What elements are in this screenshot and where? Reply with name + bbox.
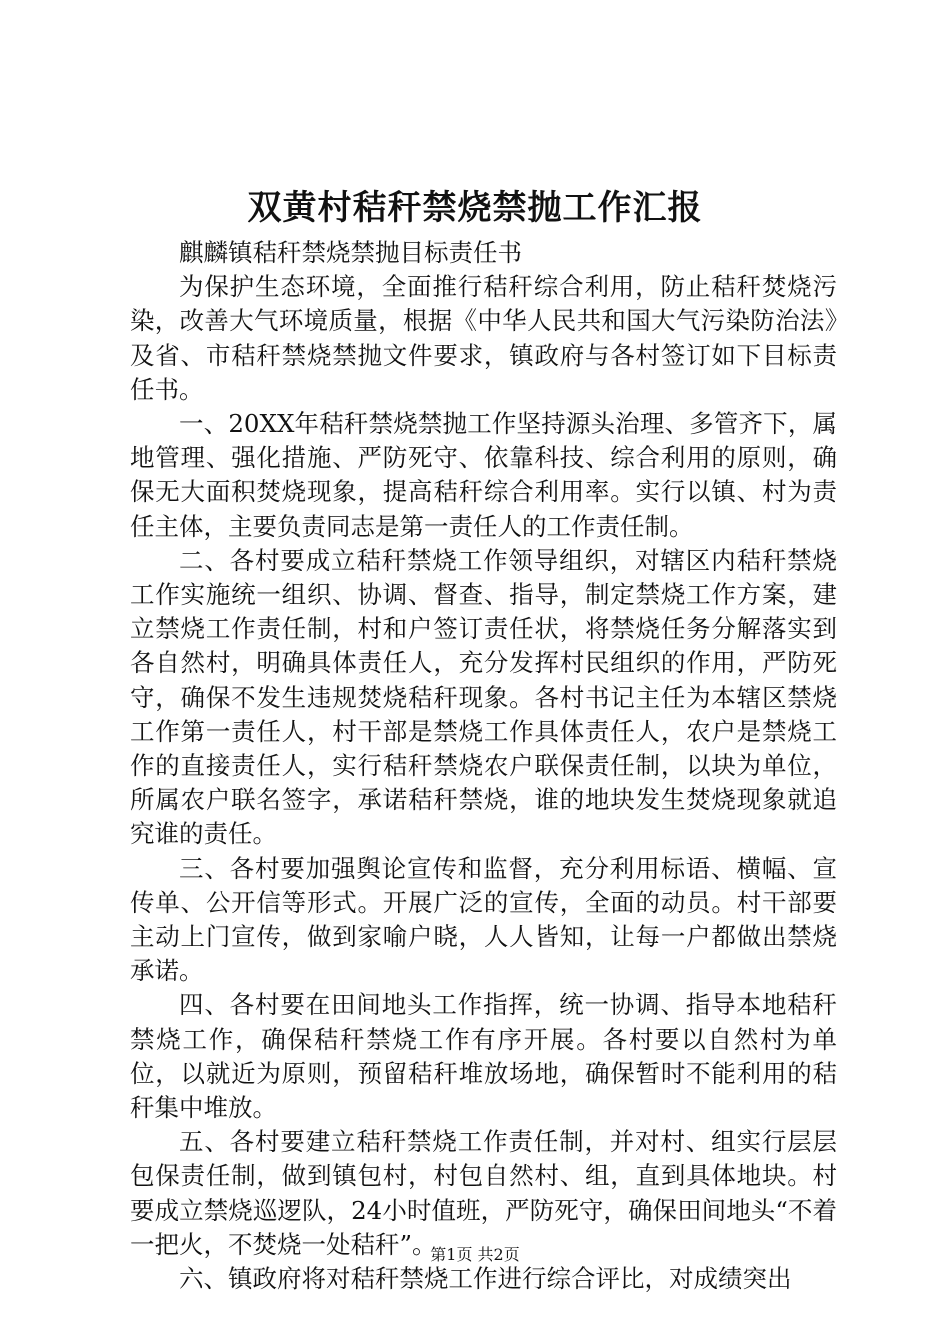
paragraph-item-6: 六、镇政府将对秸秆禁烧工作进行综合评比，对成绩突出 [179,1264,792,1294]
document-body [130,236,837,1296]
paragraph-item-2: 二、各村要成立秸秆禁烧工作领导组织，对辖区内秸秆禁烧工作实施统一组织、协调、督查、指导，制定禁烧工作方案，建立禁烧工作责任制，村和户签订责任状，将禁烧任务分解落实到各自然村，明确具体责任人，充分发挥村民组织的作用，严防死守，确保不发生违规焚烧秸秆现象。各村书记主任为本辖区禁烧工作第一责任人，村干部是禁烧工作具体责任人，农户是禁烧工作的直接责任人，实行秸秆禁烧农户联保责任制，以块为单位，所属农户联名签字，承诺秸秆禁烧，谁的地块发生焚烧现象就追究谁的责任。 [130,545,837,849]
document-title: 双黄村秸秆禁烧禁抛工作汇报 [247,188,703,228]
paragraph-item-3: 三、各村要加强舆论宣传和监督，充分利用标语、横幅、宣传单、公开信等形式。开展广泛的宣传，全面的动员。村干部要主动上门宣传，做到家喻户晓，人人皆知，让每一户都做出禁烧承诺。 [130,853,837,986]
paragraph-subtitle: 麒麟镇秸秆禁烧禁抛目标责任书 [179,238,522,267]
page-number-footer: 第1页 共2页 [430,1245,520,1264]
paragraph-item-4: 四、各村要在田间地头工作指挥，统一协调、指导本地秸秆禁烧工作，确保秸秆禁烧工作有序开展。各村要以自然村为单位，以就近为原则，预留秸秆堆放场地，确保暂时不能利用的秸秆集中堆放。 [130,990,837,1123]
paragraph-item-1: 一、20XX年秸秆禁烧禁抛工作坚持源头治理、多管齐下，属地管理、强化措施、严防死守、依靠科技、综合利用的原则，确保无大面积焚烧现象，提高秸秆综合利用率。实行以镇、村为责任主体，主要负责同志是第一责任人的工作责任制。 [130,409,837,541]
paragraph-intro: 为保护生态环境，全面推行秸秆综合利用，防止秸秆焚烧污染，改善大气环境质量，根据《中华人民共和国大气污染防治法》及省、市秸秆禁烧禁抛文件要求，镇政府与各村签订如下目标责任书。 [130,272,837,404]
paragraph-item-5: 五、各村要建立秸秆禁烧工作责任制，并对村、组实行层层包保责任制，做到镇包村，村包自然村、组，直到具体地块。村要成立禁烧巡逻队，24小时值班，严防死守，确保田间地头“不着一把火，不焚烧一处秸秆”。 [130,1127,837,1259]
